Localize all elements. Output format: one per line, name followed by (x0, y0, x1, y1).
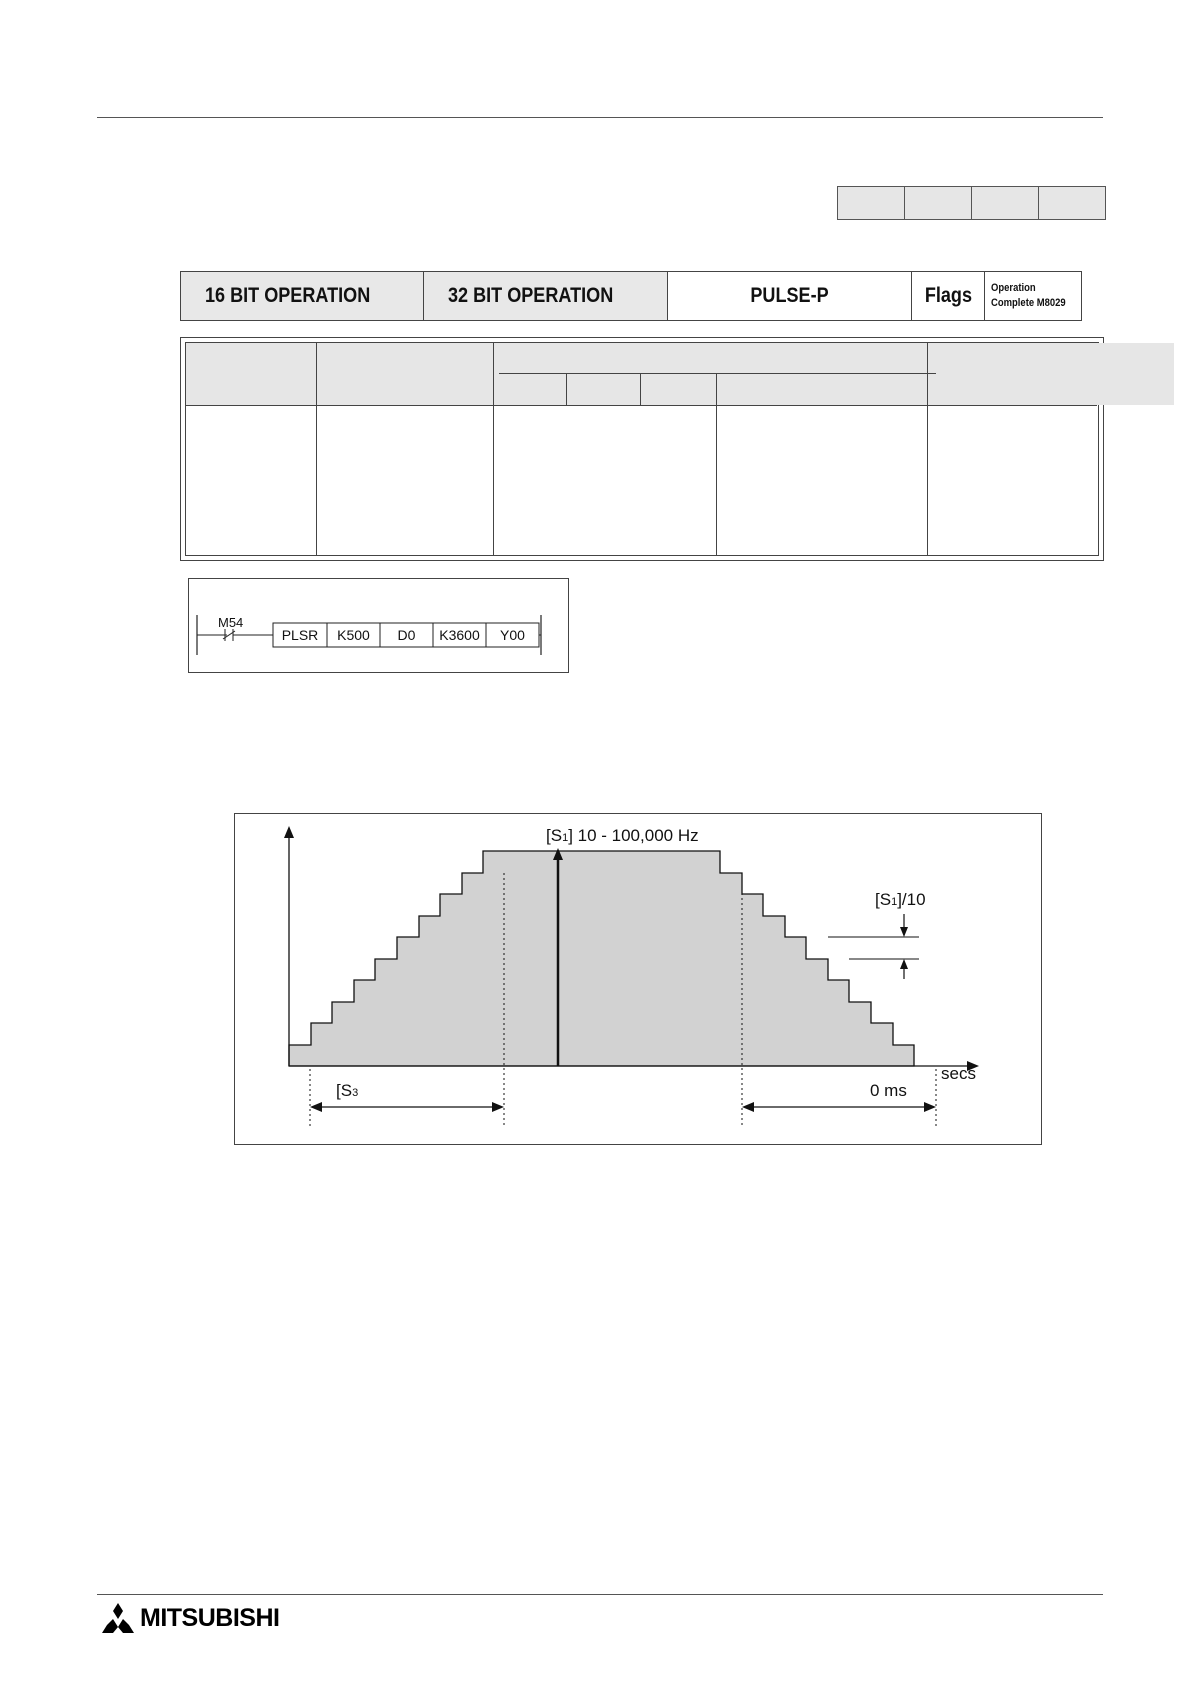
bottom-rule (97, 1594, 1103, 1595)
instruction-cell: K3600 (439, 627, 480, 643)
top-rule (97, 117, 1103, 118)
unit-box (1039, 187, 1105, 219)
flag-line-1: Operation (991, 282, 1036, 294)
flag-line-2: Complete M8029 (991, 297, 1066, 309)
instruction-cell: PLSR (281, 627, 319, 643)
ladder-diagram (188, 578, 569, 673)
ramp-profile-area (289, 851, 914, 1066)
op32-cell (424, 272, 668, 320)
flags-label: Flags (924, 284, 972, 307)
x-axis-label: secs (941, 1064, 976, 1083)
graph-svg (235, 814, 1041, 1144)
ladder-svg (189, 579, 568, 672)
operand-table-frame (185, 342, 1099, 556)
s3-label: [S3 (336, 1081, 359, 1100)
instruction-cell: Y00 (500, 627, 525, 643)
unit-box (972, 187, 1039, 219)
s1-frequency-label: [S1] 10 - 100,000 Hz (546, 826, 699, 845)
ms-label: 0 ms (870, 1081, 907, 1100)
unit-box (905, 187, 972, 219)
op32-label: 32 BIT OPERATION (448, 284, 614, 307)
operation-header-bar (180, 271, 1082, 321)
instruction-cell: D0 (397, 627, 416, 643)
header-divider (186, 405, 1097, 406)
three-diamonds-icon (100, 1603, 136, 1633)
op16-cell (181, 272, 424, 320)
s1-step-label: [S1]/10 (875, 890, 926, 909)
contact-label: M54 (218, 615, 244, 630)
y-axis-arrowhead (284, 826, 294, 838)
unit-box (838, 187, 905, 219)
flags-cell (912, 272, 985, 320)
pulse-cell (668, 272, 912, 320)
pulse-label: PULSE-P (750, 284, 829, 307)
instruction-cell: K500 (337, 627, 370, 643)
op16-label: 16 BIT OPERATION (205, 284, 371, 307)
flag-description (985, 272, 1081, 320)
table-header-shade (186, 343, 1174, 405)
brand-name: MITSUBISHI (140, 1603, 280, 1632)
applicable-units-boxes (837, 186, 1106, 220)
subheader-divider (499, 373, 936, 374)
operand-table (180, 337, 1104, 561)
pulse-ramp-graph (234, 813, 1042, 1145)
mitsubishi-logo (100, 1602, 279, 1634)
